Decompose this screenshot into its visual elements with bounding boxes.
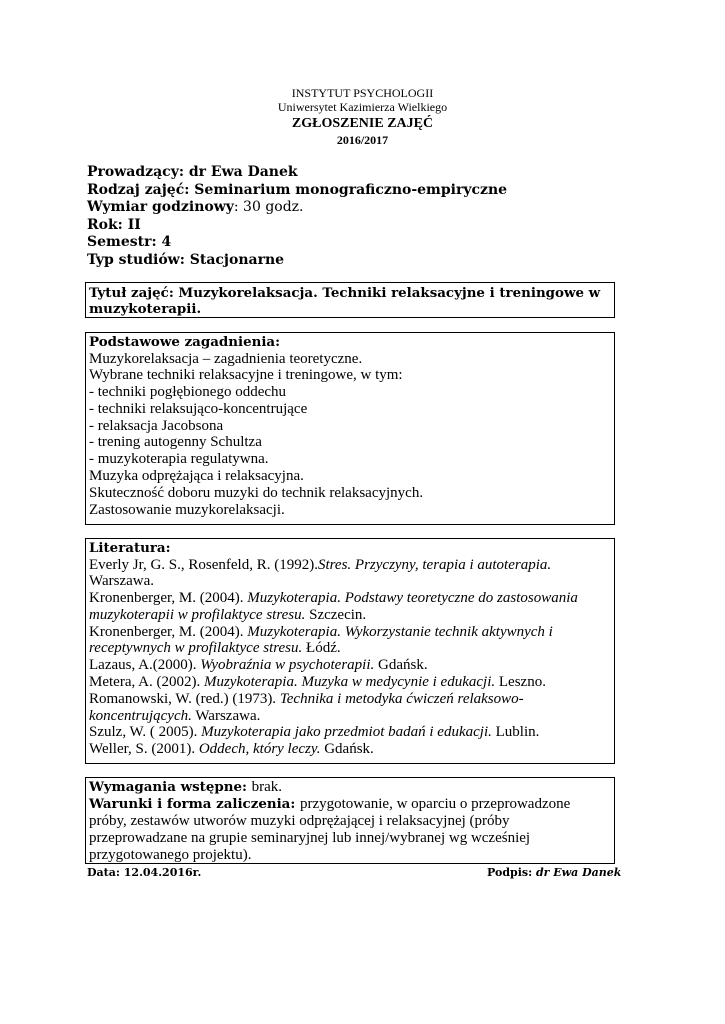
lit-place: Łódź. [302,640,341,657]
meta-value: : 30 godz. [233,199,304,215]
lit-author: Lazaus, A.(2000). [89,657,201,674]
lit-title: Muzykoterapia. Wykorzystanie technik aktywnych i receptywnych w profilaktyce stresu. [89,623,553,657]
prerequisites [89,779,611,796]
topic-line: Wybrane techniki relaksacyjne i treningowe, w tym: [89,367,403,384]
meta-row [87,252,507,270]
meta-row [87,234,507,252]
literature-entry [89,674,611,691]
course-title-line [89,285,611,301]
lit-place: Szczecin. [305,606,367,623]
meta-value: Seminarium monograficzno-empiryczne [194,181,508,198]
literature-heading: Literatura: [89,540,171,556]
lit-author: Kronenberger, M. (2004). [89,590,248,607]
literature-entry [89,624,611,658]
course-metadata [87,164,507,269]
lit-author: Szulz, W. ( 2005). [89,724,202,741]
course-title-label: Tytuł zajęć [89,285,169,301]
lit-place: Leszno. [495,674,546,691]
meta-label: Rok: [87,216,128,233]
meta-row [87,182,507,200]
lit-place: Warszawa. [191,707,261,724]
meta-label: Wymiar godzinowy [87,199,234,215]
meta-label: Typ studiów: [87,251,190,268]
university-name: Uniwersytet Kazimierza Wielkiego [277,100,448,114]
lit-title: Muzykoterapia. Podstawy teoretyczne do zastosowania muzykoterapii w profilaktyce stresu. [89,590,578,623]
signature-label: Podpis: [487,866,536,879]
meta-row [87,164,507,182]
signature-name: dr Ewa Danek [535,866,622,879]
signature [487,866,621,879]
meta-value: dr Ewa Danek [188,164,298,180]
lit-author: Everly Jr, G. S., Rosenfeld, R. (1992). [89,556,318,573]
course-title-line: muzykoterapii. [89,301,202,317]
lit-author: Kronenberger, M. (2004). [89,623,248,640]
lit-author: Romanowski, W. (red.) (1973). [89,690,280,707]
literature-entry [89,691,611,725]
completion-conditions [89,796,611,864]
meta-value: Stacjonarne [189,251,285,268]
lit-title: Stres. Przyczyny, terapia i autoterapia. [317,556,552,573]
topic-line: - techniki pogłębionego oddechu [89,384,287,401]
lit-place: Gdańsk. [320,741,374,758]
topics-heading: Podstawowe zagadnienia: [89,334,281,350]
topic-line: - relaksacja Jacobsona [89,417,224,434]
course-title-value: : Muzykorelaksacja. Techniki relaksacyjne i treningowe w [168,285,601,301]
lit-title: Wyobraźnia w psychoterapii. [200,657,375,674]
meta-label: Prowadzący: [87,164,189,180]
lit-title: Muzykoterapia jako przedmiot badań i edukacji. [201,724,492,741]
meta-row [87,199,507,217]
lit-title: Muzykoterapia. Muzyka w medycynie i edukacji. [203,674,496,691]
conditions-label: Warunki i forma zaliczenia: [89,796,300,812]
literature-entry [89,741,611,758]
institute-name: INSTYTUT PSYCHOLOGII [291,86,434,100]
literature-entry [89,557,611,591]
literature-entry [89,724,611,741]
lit-place: Warszawa. [89,573,155,590]
prereq-value: brak. [251,779,282,795]
meta-row [87,217,507,235]
meta-label: Semestr: [87,234,162,250]
literature-entry [89,590,611,624]
document-date: Data: 12.04.2016r. [87,866,202,879]
topic-line: - techniki relaksująco-koncentrujące [89,400,308,417]
topic-line: Zastosowanie muzykorelaksacji. [89,501,285,518]
topic-line: Muzykorelaksacja – zagadnienia teoretyczne. [89,350,363,367]
requirements-box [85,777,615,864]
topics-box [85,332,615,525]
lit-author: Weller, S. (2001). [89,741,199,758]
literature-box [85,538,615,764]
lit-place: Lublin. [491,724,540,741]
academic-year: 2016/2017 [336,133,389,147]
document-title: ZGŁOSZENIE ZAJĘĆ [291,116,434,131]
lit-author: Metera, A. (2002). [89,674,204,691]
meta-value: 4 [161,234,172,250]
topic-line: - trening autogenny Schultza [89,434,262,451]
topic-line: - muzykoterapia regulatywna. [89,451,269,468]
lit-place: Gdańsk. [374,657,428,674]
topic-line: Muzyka odprężająca i relaksacyjna. [89,468,304,485]
conditions-value: przygotowanie, w oparciu o przeprowadzone próby, zestawów utworów muzyki odprężającej i relaksacyjnej (próby przeprowadzane na grupie seminaryjnej lub innej/wybranej wg wcześniej przygotowanego projektu). [89,796,571,863]
course-title-box [85,282,615,318]
lit-title: Oddech, który leczy. [198,741,321,758]
meta-label: Rodzaj zajęć: [87,181,195,198]
lit-title: Technika i metodyka ćwiczeń relaksowo-koncentrujących. [89,690,524,724]
topic-line: Skuteczność doboru muzyki do technik relaksacyjnych. [89,484,424,501]
meta-value: II [127,216,141,233]
literature-entry [89,657,611,674]
prereq-label: Wymagania wstępne: [89,779,252,795]
